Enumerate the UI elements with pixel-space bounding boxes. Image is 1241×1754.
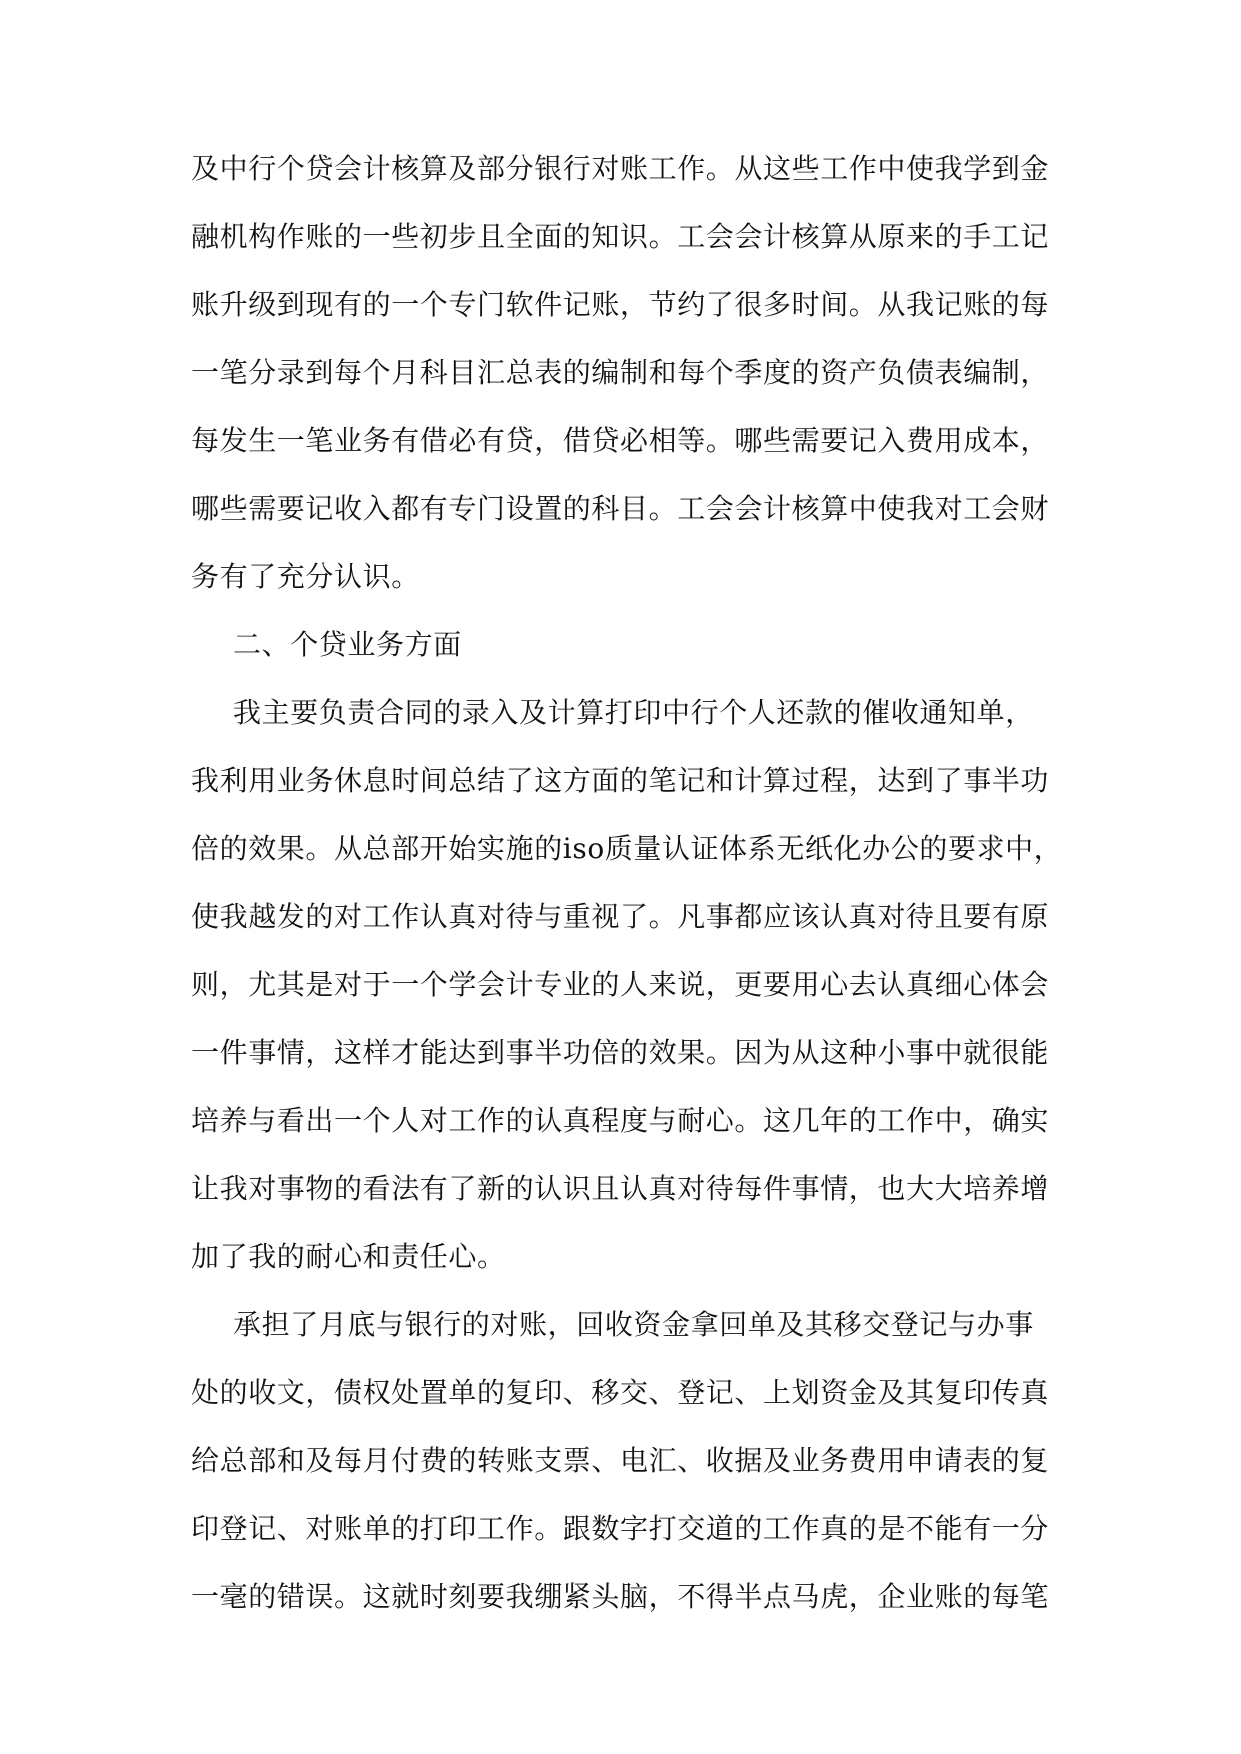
text-line: 及中行个贷会计核算及部分银行对账工作。从这些工作中使我学到金 <box>191 152 1050 185</box>
paragraph-first-line: 承担了月底与银行的对账，回收资金拿回单及其移交登记与办事 <box>233 1308 1034 1341</box>
text-line: 一笔分录到每个月科目汇总表的编制和每个季度的资产负债表编制， <box>191 356 1050 389</box>
text-line: 处的收文，债权处置单的复印、移交、登记、上划资金及其复印传真 <box>191 1376 1050 1409</box>
text-line: 融机构作账的一些初步且全面的知识。工会会计核算从原来的手工记 <box>191 220 1050 253</box>
text-line: 一件事情，这样才能达到事半功倍的效果。因为从这种小事中就很能 <box>191 1036 1050 1069</box>
text-line: 每发生一笔业务有借必有贷，借贷必相等。哪些需要记入费用成本， <box>191 424 1050 457</box>
text-line: 加了我的耐心和责任心。 <box>191 1240 506 1273</box>
text-line: 印登记、对账单的打印工作。跟数字打交道的工作真的是不能有一分 <box>191 1512 1050 1545</box>
text-line: 账升级到现有的一个专门软件记账，节约了很多时间。从我记账的每 <box>191 288 1050 321</box>
text-line: 让我对事物的看法有了新的认识且认真对待每件事情，也大大培养增 <box>191 1172 1050 1205</box>
text-line: 培养与看出一个人对工作的认真程度与耐心。这几年的工作中，确实 <box>191 1104 1050 1137</box>
text-line: 给总部和及每月付费的转账支票、电汇、收据及业务费用申请表的复 <box>191 1444 1050 1477</box>
text-line: 我利用业务休息时间总结了这方面的笔记和计算过程，达到了事半功 <box>191 764 1050 797</box>
text-line: 一毫的错误。这就时刻要我绷紧头脑，不得半点马虎，企业账的每笔 <box>191 1580 1050 1613</box>
text-line: 倍的效果。从总部开始实施的iso质量认证体系无纸化办公的要求中， <box>191 832 1063 865</box>
text-line: 则，尤其是对于一个学会计专业的人来说，更要用心去认真细心体会 <box>191 968 1050 1001</box>
section-heading: 二、个贷业务方面 <box>233 628 462 661</box>
text-line: 使我越发的对工作认真对待与重视了。凡事都应该认真对待且要有原 <box>191 900 1050 933</box>
text-line: 务有了充分认识。 <box>191 560 420 593</box>
text-line: 哪些需要记收入都有专门设置的科目。工会会计核算中使我对工会财 <box>191 492 1050 525</box>
paragraph-first-line: 我主要负责合同的录入及计算打印中行个人还款的催收通知单， <box>233 696 1034 729</box>
